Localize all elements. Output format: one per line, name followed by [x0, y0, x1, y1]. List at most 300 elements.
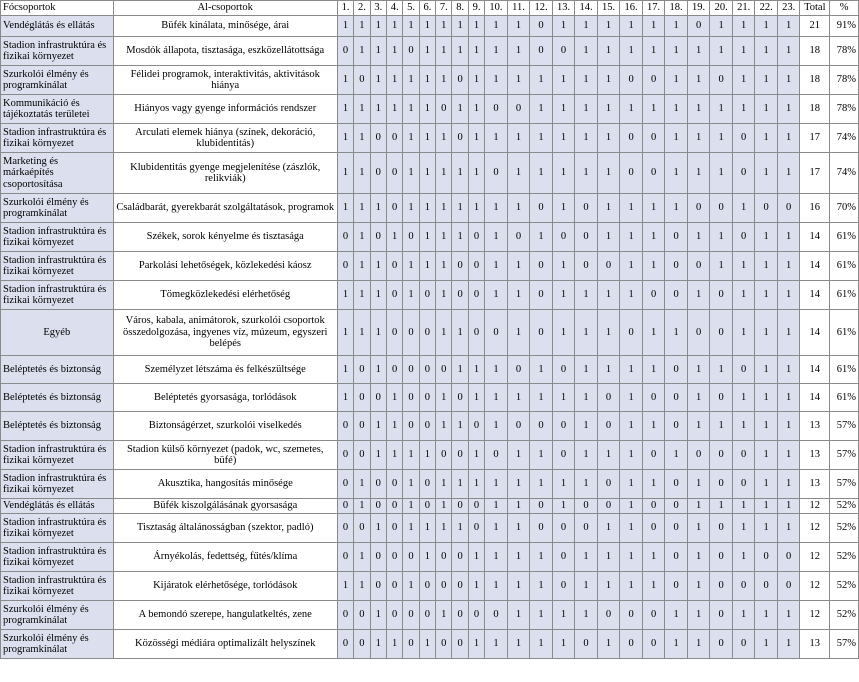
response-value-cell: 1	[597, 153, 620, 194]
response-value-cell: 1	[468, 356, 484, 384]
response-value-cell: 1	[687, 412, 710, 441]
response-value-cell: 1	[485, 470, 508, 499]
total-cell: 17	[800, 124, 830, 153]
response-value-cell: 1	[436, 470, 452, 499]
main-group-cell: Beléptetés és biztonság	[1, 384, 114, 412]
response-value-cell: 1	[386, 16, 402, 37]
response-value-cell: 1	[507, 281, 530, 310]
response-value-cell: 0	[665, 223, 688, 252]
percent-cell: 61%	[830, 281, 859, 310]
response-value-cell: 0	[687, 310, 710, 356]
response-value-cell: 1	[337, 281, 353, 310]
response-value-cell: 1	[507, 124, 530, 153]
response-value-cell: 0	[552, 37, 575, 66]
response-value-cell: 1	[552, 601, 575, 630]
total-cell: 14	[800, 223, 830, 252]
total-cell: 18	[800, 95, 830, 124]
response-value-cell: 0	[403, 310, 419, 356]
response-value-cell: 0	[530, 412, 553, 441]
response-value-cell: 0	[732, 124, 755, 153]
response-value-cell: 0	[337, 223, 353, 252]
sub-group-cell: Félidei programok, interaktivitás, aktivitások hiánya	[113, 66, 337, 95]
response-value-cell: 1	[642, 356, 665, 384]
header-respondent-number: 21.	[732, 1, 755, 16]
response-value-cell: 0	[485, 310, 508, 356]
response-value-cell: 0	[354, 441, 370, 470]
sub-group-cell: Családbarát, gyerekbarát szolgáltatások, programok	[113, 194, 337, 223]
response-value-cell: 1	[642, 16, 665, 37]
response-value-cell: 1	[575, 16, 598, 37]
response-value-cell: 1	[354, 543, 370, 572]
response-value-cell: 1	[468, 95, 484, 124]
response-value-cell: 0	[485, 95, 508, 124]
response-value-cell: 1	[710, 153, 733, 194]
response-value-cell: 0	[687, 16, 710, 37]
response-value-cell: 0	[354, 66, 370, 95]
response-value-cell: 1	[337, 384, 353, 412]
response-value-cell: 0	[386, 310, 402, 356]
response-value-cell: 1	[620, 514, 643, 543]
response-value-cell: 1	[386, 37, 402, 66]
percent-cell: 61%	[830, 356, 859, 384]
response-value-cell: 1	[552, 252, 575, 281]
response-value-cell: 1	[552, 470, 575, 499]
response-value-cell: 0	[337, 441, 353, 470]
sub-group-cell: Közösségi médiára optimalizált helyszínek	[113, 630, 337, 659]
response-value-cell: 1	[507, 630, 530, 659]
response-value-cell: 1	[620, 356, 643, 384]
response-value-cell: 0	[710, 281, 733, 310]
response-value-cell: 0	[386, 543, 402, 572]
response-value-cell: 1	[755, 95, 778, 124]
percent-cell: 91%	[830, 16, 859, 37]
response-value-cell: 0	[732, 470, 755, 499]
sub-group-cell: Akusztika, hangosítás minősége	[113, 470, 337, 499]
response-value-cell: 1	[620, 384, 643, 412]
response-value-cell: 1	[755, 310, 778, 356]
response-value-cell: 0	[507, 412, 530, 441]
response-value-cell: 0	[530, 310, 553, 356]
response-value-cell: 1	[403, 499, 419, 514]
response-value-cell: 0	[468, 310, 484, 356]
response-value-cell: 1	[354, 470, 370, 499]
response-value-cell: 1	[370, 194, 386, 223]
response-value-cell: 1	[755, 384, 778, 412]
table-row	[1, 124, 859, 153]
response-value-cell: 1	[552, 66, 575, 95]
response-value-cell: 0	[710, 310, 733, 356]
response-value-cell: 0	[403, 630, 419, 659]
response-value-cell: 0	[575, 499, 598, 514]
response-value-cell: 1	[530, 630, 553, 659]
sub-group-cell: Székek, sorok kényelme és tisztasága	[113, 223, 337, 252]
response-value-cell: 1	[452, 470, 468, 499]
response-value-cell: 1	[710, 499, 733, 514]
header-respondent-number: 1.	[337, 1, 353, 16]
main-group-cell: Stadion infrastruktúra és fizikai környezet	[1, 543, 114, 572]
response-value-cell: 1	[485, 412, 508, 441]
response-value-cell: 1	[452, 153, 468, 194]
response-value-cell: 1	[507, 252, 530, 281]
main-group-cell: Szurkolói élmény és programkínálat	[1, 601, 114, 630]
response-value-cell: 1	[452, 37, 468, 66]
response-value-cell: 1	[436, 310, 452, 356]
response-value-cell: 1	[777, 356, 800, 384]
response-value-cell: 1	[370, 16, 386, 37]
response-value-cell: 1	[575, 384, 598, 412]
response-value-cell: 1	[530, 384, 553, 412]
response-value-cell: 0	[552, 441, 575, 470]
response-value-cell: 1	[777, 124, 800, 153]
response-value-cell: 1	[687, 223, 710, 252]
response-value-cell: 1	[642, 252, 665, 281]
response-value-cell: 1	[337, 310, 353, 356]
response-value-cell: 1	[687, 66, 710, 95]
total-cell: 18	[800, 37, 830, 66]
response-value-cell: 1	[507, 499, 530, 514]
response-value-cell: 0	[436, 543, 452, 572]
response-value-cell: 1	[403, 95, 419, 124]
response-value-cell: 1	[468, 543, 484, 572]
response-value-cell: 1	[419, 153, 435, 194]
main-group-cell: Stadion infrastruktúra és fizikai környezet	[1, 514, 114, 543]
response-value-cell: 0	[687, 252, 710, 281]
percent-cell: 57%	[830, 441, 859, 470]
table-row	[1, 441, 859, 470]
response-value-cell: 1	[530, 572, 553, 601]
response-value-cell: 1	[419, 124, 435, 153]
response-value-cell: 1	[485, 514, 508, 543]
percent-cell: 74%	[830, 124, 859, 153]
response-value-cell: 0	[710, 543, 733, 572]
response-value-cell: 1	[777, 37, 800, 66]
percent-cell: 78%	[830, 66, 859, 95]
main-group-cell: Vendéglátás és ellátás	[1, 499, 114, 514]
response-value-cell: 1	[485, 252, 508, 281]
response-value-cell: 1	[642, 194, 665, 223]
response-value-cell: 1	[575, 124, 598, 153]
response-value-cell: 1	[552, 499, 575, 514]
main-group-cell: Beléptetés és biztonság	[1, 412, 114, 441]
response-value-cell: 0	[642, 441, 665, 470]
response-value-cell: 1	[468, 16, 484, 37]
response-value-cell: 1	[403, 16, 419, 37]
sub-group-cell: Stadion külső környezet (padok, wc, szemetes, büfé)	[113, 441, 337, 470]
response-value-cell: 1	[575, 66, 598, 95]
response-value-cell: 0	[620, 630, 643, 659]
response-value-cell: 1	[507, 194, 530, 223]
total-cell: 21	[800, 16, 830, 37]
response-value-cell: 1	[530, 356, 553, 384]
table-row	[1, 412, 859, 441]
response-value-cell: 0	[642, 66, 665, 95]
response-value-cell: 1	[687, 470, 710, 499]
response-value-cell: 0	[530, 16, 553, 37]
response-value-cell: 1	[777, 66, 800, 95]
response-value-cell: 1	[530, 601, 553, 630]
response-value-cell: 0	[485, 441, 508, 470]
response-value-cell: 1	[732, 384, 755, 412]
response-value-cell: 0	[468, 601, 484, 630]
response-value-cell: 0	[552, 572, 575, 601]
response-value-cell: 0	[552, 412, 575, 441]
percent-cell: 57%	[830, 470, 859, 499]
response-value-cell: 1	[620, 16, 643, 37]
response-value-cell: 0	[419, 470, 435, 499]
response-value-cell: 1	[354, 499, 370, 514]
response-value-cell: 1	[436, 252, 452, 281]
response-value-cell: 0	[710, 514, 733, 543]
main-group-cell: Stadion infrastruktúra és fizikai környezet	[1, 470, 114, 499]
response-value-cell: 1	[403, 470, 419, 499]
response-value-cell: 0	[370, 223, 386, 252]
response-value-cell: 1	[687, 572, 710, 601]
response-value-cell: 0	[530, 281, 553, 310]
response-value-cell: 1	[370, 630, 386, 659]
response-value-cell: 0	[419, 601, 435, 630]
header-total: Total	[800, 1, 830, 16]
response-value-cell: 1	[530, 223, 553, 252]
response-value-cell: 1	[620, 223, 643, 252]
total-cell: 12	[800, 499, 830, 514]
response-value-cell: 1	[755, 223, 778, 252]
response-value-cell: 1	[403, 281, 419, 310]
table-row	[1, 310, 859, 356]
response-value-cell: 0	[419, 499, 435, 514]
response-value-cell: 1	[452, 16, 468, 37]
response-value-cell: 1	[620, 543, 643, 572]
response-value-cell: 1	[436, 601, 452, 630]
response-value-cell: 1	[419, 194, 435, 223]
response-value-cell: 0	[370, 470, 386, 499]
response-value-cell: 0	[354, 384, 370, 412]
header-respondent-number: 4.	[386, 1, 402, 16]
response-value-cell: 1	[620, 281, 643, 310]
response-value-cell: 0	[354, 514, 370, 543]
response-value-cell: 1	[403, 66, 419, 95]
response-value-cell: 1	[732, 310, 755, 356]
response-value-cell: 1	[436, 16, 452, 37]
response-value-cell: 1	[575, 153, 598, 194]
response-value-cell: 1	[436, 223, 452, 252]
response-value-cell: 1	[485, 281, 508, 310]
response-value-cell: 1	[575, 412, 598, 441]
response-value-cell: 1	[755, 281, 778, 310]
main-group-cell: Stadion infrastruktúra és fizikai környezet	[1, 223, 114, 252]
response-value-cell: 0	[419, 310, 435, 356]
response-value-cell: 0	[386, 499, 402, 514]
response-value-cell: 0	[436, 356, 452, 384]
response-value-cell: 1	[436, 384, 452, 412]
response-value-cell: 0	[452, 499, 468, 514]
response-value-cell: 1	[337, 66, 353, 95]
response-value-cell: 1	[732, 601, 755, 630]
response-value-cell: 0	[507, 223, 530, 252]
response-value-cell: 0	[468, 412, 484, 441]
response-value-cell: 1	[665, 630, 688, 659]
response-value-cell: 1	[665, 441, 688, 470]
percent-cell: 78%	[830, 37, 859, 66]
header-main-group: Fócsoportok	[1, 1, 114, 16]
response-value-cell: 0	[386, 514, 402, 543]
response-value-cell: 1	[687, 281, 710, 310]
response-value-cell: 1	[687, 630, 710, 659]
response-value-cell: 0	[642, 384, 665, 412]
response-value-cell: 1	[732, 66, 755, 95]
response-value-cell: 1	[530, 124, 553, 153]
response-value-cell: 1	[507, 310, 530, 356]
response-value-cell: 1	[419, 252, 435, 281]
percent-cell: 61%	[830, 310, 859, 356]
response-value-cell: 0	[642, 514, 665, 543]
table-header	[1, 1, 859, 16]
response-value-cell: 0	[597, 412, 620, 441]
response-value-cell: 1	[419, 37, 435, 66]
response-value-cell: 1	[710, 412, 733, 441]
total-cell: 14	[800, 281, 830, 310]
response-value-cell: 0	[403, 384, 419, 412]
response-value-cell: 1	[575, 572, 598, 601]
response-value-cell: 1	[552, 281, 575, 310]
response-value-cell: 1	[452, 514, 468, 543]
response-value-cell: 1	[620, 95, 643, 124]
table-row	[1, 95, 859, 124]
response-value-cell: 0	[419, 281, 435, 310]
response-value-cell: 1	[665, 601, 688, 630]
main-group-cell: Egyéb	[1, 310, 114, 356]
response-value-cell: 1	[468, 37, 484, 66]
response-value-cell: 1	[552, 153, 575, 194]
response-value-cell: 1	[436, 514, 452, 543]
response-value-cell: 0	[386, 601, 402, 630]
response-value-cell: 1	[436, 194, 452, 223]
response-value-cell: 1	[732, 499, 755, 514]
response-value-cell: 1	[530, 543, 553, 572]
response-value-cell: 1	[732, 194, 755, 223]
response-value-cell: 1	[403, 514, 419, 543]
main-group-cell: Szurkolói élmény és programkínálat	[1, 66, 114, 95]
main-group-cell: Szurkolói élmény és programkínálat	[1, 630, 114, 659]
header-respondent-number: 11.	[507, 1, 530, 16]
response-value-cell: 0	[597, 499, 620, 514]
response-value-cell: 1	[755, 514, 778, 543]
header-respondent-number: 10.	[485, 1, 508, 16]
response-value-cell: 0	[620, 310, 643, 356]
response-value-cell: 1	[732, 37, 755, 66]
response-value-cell: 0	[485, 153, 508, 194]
response-value-cell: 1	[485, 356, 508, 384]
response-value-cell: 1	[687, 124, 710, 153]
response-value-cell: 1	[687, 37, 710, 66]
sub-group-cell: A bemondó szerepe, hangulatkeltés, zene	[113, 601, 337, 630]
response-value-cell: 1	[419, 441, 435, 470]
response-value-cell: 0	[710, 470, 733, 499]
response-value-cell: 0	[507, 95, 530, 124]
response-value-cell: 0	[436, 95, 452, 124]
response-value-cell: 1	[687, 95, 710, 124]
sub-group-cell: Biztonságérzet, szurkolói viselkedés	[113, 412, 337, 441]
response-value-cell: 1	[507, 514, 530, 543]
sub-group-cell: Büfék kínálata, minősége, árai	[113, 16, 337, 37]
response-value-cell: 1	[552, 16, 575, 37]
response-value-cell: 1	[485, 572, 508, 601]
response-value-cell: 1	[354, 252, 370, 281]
total-cell: 12	[800, 514, 830, 543]
response-value-cell: 1	[755, 412, 778, 441]
response-value-cell: 1	[468, 384, 484, 412]
total-cell: 17	[800, 153, 830, 194]
response-value-cell: 1	[337, 194, 353, 223]
percent-cell: 70%	[830, 194, 859, 223]
response-value-cell: 1	[370, 95, 386, 124]
response-value-cell: 0	[710, 572, 733, 601]
response-value-cell: 1	[552, 95, 575, 124]
header-sub-group: Al-csoportok	[113, 1, 337, 16]
header-respondent-number: 16.	[620, 1, 643, 16]
response-value-cell: 1	[597, 223, 620, 252]
total-cell: 14	[800, 252, 830, 281]
sub-group-cell: Beléptetés gyorsasága, torlódások	[113, 384, 337, 412]
response-value-cell: 1	[620, 412, 643, 441]
response-value-cell: 0	[530, 514, 553, 543]
response-value-cell: 1	[777, 412, 800, 441]
response-value-cell: 0	[354, 412, 370, 441]
response-value-cell: 1	[552, 124, 575, 153]
response-value-cell: 1	[507, 601, 530, 630]
response-value-cell: 1	[710, 124, 733, 153]
response-value-cell: 1	[597, 543, 620, 572]
response-value-cell: 0	[452, 441, 468, 470]
response-value-cell: 1	[732, 95, 755, 124]
response-value-cell: 1	[597, 514, 620, 543]
response-value-cell: 0	[575, 630, 598, 659]
response-value-cell: 0	[354, 630, 370, 659]
response-value-cell: 0	[687, 194, 710, 223]
response-value-cell: 1	[419, 95, 435, 124]
response-value-cell: 0	[419, 572, 435, 601]
response-value-cell: 0	[452, 124, 468, 153]
response-value-cell: 0	[597, 601, 620, 630]
response-value-cell: 0	[337, 252, 353, 281]
response-value-cell: 1	[732, 543, 755, 572]
response-value-cell: 1	[370, 412, 386, 441]
response-value-cell: 0	[370, 499, 386, 514]
response-value-cell: 1	[530, 441, 553, 470]
response-value-cell: 1	[370, 441, 386, 470]
table-row	[1, 499, 859, 514]
response-value-cell: 1	[468, 153, 484, 194]
response-value-cell: 1	[710, 356, 733, 384]
response-value-cell: 1	[642, 310, 665, 356]
response-value-cell: 0	[419, 412, 435, 441]
total-cell: 14	[800, 356, 830, 384]
table-row	[1, 37, 859, 66]
response-value-cell: 0	[452, 252, 468, 281]
response-value-cell: 1	[665, 310, 688, 356]
percent-cell: 74%	[830, 153, 859, 194]
response-value-cell: 1	[419, 16, 435, 37]
response-value-cell: 1	[642, 37, 665, 66]
response-value-cell: 1	[485, 124, 508, 153]
response-value-cell: 0	[530, 499, 553, 514]
response-value-cell: 0	[665, 572, 688, 601]
response-value-cell: 0	[436, 572, 452, 601]
response-value-cell: 1	[777, 252, 800, 281]
response-value-cell: 0	[507, 356, 530, 384]
response-value-cell: 1	[665, 124, 688, 153]
response-value-cell: 0	[386, 572, 402, 601]
response-value-cell: 1	[620, 252, 643, 281]
